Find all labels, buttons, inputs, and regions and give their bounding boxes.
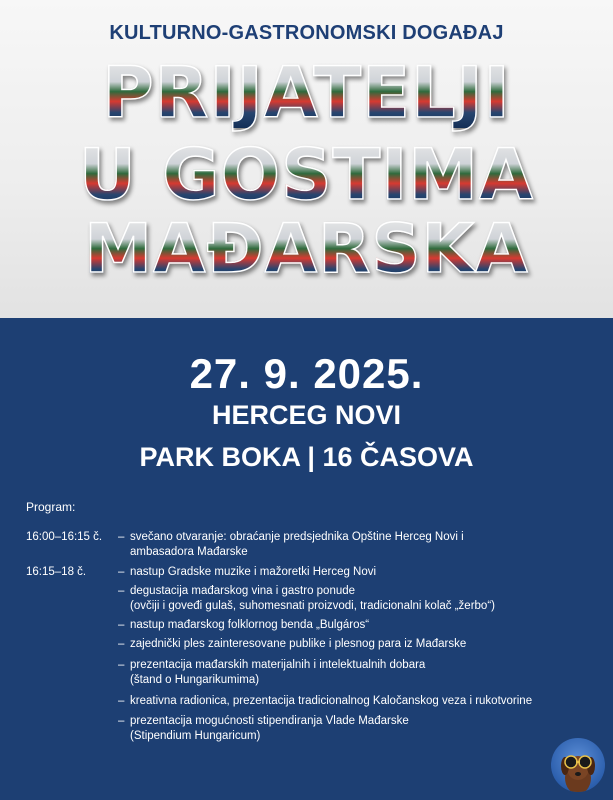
program-text: ambasadora Mađarske xyxy=(130,546,248,558)
program-time: 16:00–16:15 č. xyxy=(26,531,103,543)
title-line-2: U GOSTIMA xyxy=(0,140,613,210)
event-date: 27. 9. 2025. xyxy=(189,350,424,397)
program-text: (ovčiji i goveđi gulaš, suhomesnati proizvodi, tradicionalni kolač „žerbo“) xyxy=(130,600,495,612)
program-text: nastup Gradske muzike i mažoretki Herceg Novi xyxy=(130,566,377,578)
program-text: (štand o Hungarikumima) xyxy=(130,674,260,686)
program-dash: – xyxy=(118,619,125,631)
program-text: zajednički ples zainteresovane publike i plesnog para iz Mađarske xyxy=(130,638,467,650)
program-dash: – xyxy=(118,638,125,650)
program-text: prezentacija mađarskih materijalnih i intelektualnih dobara xyxy=(130,659,426,671)
title-line-3: MAĐARSKA xyxy=(0,216,613,284)
program-text: nastup mađarskog folklornog benda „Bulgáros“ xyxy=(130,619,370,631)
dog-with-sunglasses-avatar-icon xyxy=(551,738,605,792)
program-dash: – xyxy=(118,659,125,671)
event-subtitle: KULTURNO-GASTRONOMSKI DOGAĐAJ xyxy=(109,22,504,44)
program-text: kreativna radionica, prezentacija tradicionalnog Kaločanskog veza i rukotvorine xyxy=(130,695,533,707)
event-venue-time: PARK BOKA | 16 ČASOVA xyxy=(139,442,474,472)
event-place: HERCEG NOVI xyxy=(211,400,402,430)
program-dash: – xyxy=(118,531,125,543)
program-label: Program: xyxy=(26,500,76,514)
title-line-1: PRIJATELJI xyxy=(0,58,613,128)
program-time: 16:15–18 č. xyxy=(26,566,87,578)
program-text: (Stipendium Hungaricum) xyxy=(130,730,261,742)
header-section xyxy=(0,0,613,318)
program-text: degustacija mađarskog vina i gastro ponude xyxy=(130,585,356,597)
program-dash: – xyxy=(118,566,125,578)
program-dash: – xyxy=(118,585,125,597)
program-dash: – xyxy=(118,695,125,707)
program-text: prezentacija mogućnosti stipendiranja Vlade Mađarske xyxy=(130,715,409,727)
program-dash: – xyxy=(118,715,125,727)
program-text: svečano otvaranje: obraćanje predsjednika Opštine Herceg Novi i xyxy=(130,531,464,543)
